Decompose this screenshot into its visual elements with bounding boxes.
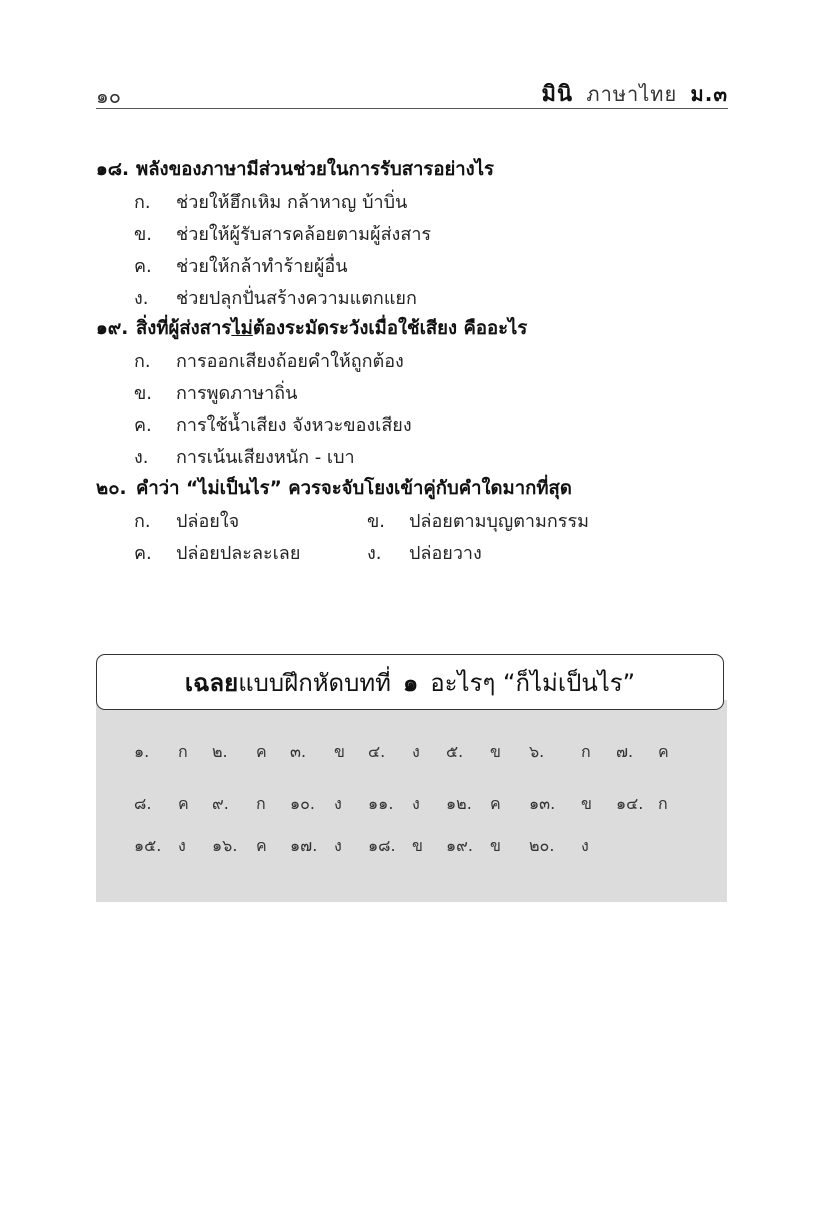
question-18-option-c: [134, 251, 348, 280]
option-text: ช่วยให้กล้าทำร้ายผู้อื่น: [176, 256, 348, 277]
option-label: ง.: [367, 543, 382, 564]
answer-item: [134, 740, 188, 765]
option-text: การใช้น้ำเสียง จังหวะของเสียง: [176, 415, 412, 436]
answer-choice: ง: [581, 836, 589, 855]
answer-number: ๑๐.: [290, 794, 316, 813]
answer-item: [290, 834, 342, 859]
answer-number: ๑๑.: [368, 794, 394, 813]
answer-item: [290, 740, 345, 765]
answer-choice: ข: [334, 742, 345, 761]
option-label: ก.: [134, 511, 151, 532]
answer-item: [446, 834, 501, 859]
question-number: ๒๐.: [96, 478, 127, 499]
question-18-option-d: [134, 283, 417, 312]
option-label: ง.: [134, 447, 149, 468]
answer-key-title-text: แบบฝึกหัดบทที่: [238, 668, 391, 697]
answer-item: [446, 792, 501, 817]
question-text: พลังของภาษามีส่วนช่วยในการรับสารอย่างไร: [136, 159, 494, 180]
question-20-option-d: [367, 538, 482, 567]
answer-choice: ค: [490, 794, 501, 813]
option-text: ช่วยปลุกปั่นสร้างความแตกแยก: [176, 288, 417, 309]
answer-choice: ข: [490, 742, 501, 761]
answer-number: ๑.: [134, 742, 150, 761]
answer-item: [616, 792, 668, 817]
answer-item: [212, 792, 266, 817]
answer-key-title-bold: เฉลย: [184, 668, 239, 697]
subject-name: ภาษาไทย: [586, 82, 678, 106]
option-text: ปล่อยวาง: [409, 543, 482, 564]
answer-number: ๕.: [446, 742, 464, 761]
question-number: ๑๙.: [96, 318, 129, 339]
answer-item: [529, 792, 592, 817]
answer-choice: ค: [256, 836, 267, 855]
answer-item: [134, 792, 189, 817]
answer-choice: ง: [412, 742, 420, 761]
question-18-option-a: [134, 187, 407, 216]
answer-number: ๑๓.: [529, 794, 556, 813]
page-header: [96, 72, 728, 109]
option-text: ปล่อยปละละเลย: [176, 543, 301, 564]
question-text-end: ต้องระมัดระวังเมื่อใช้เสียง คืออะไร: [252, 318, 528, 339]
answer-number: ๒๐.: [529, 836, 555, 855]
answer-item: [368, 740, 420, 765]
answer-choice: ง: [178, 836, 186, 855]
option-label: ก.: [134, 192, 151, 213]
answer-number: ๑๕.: [134, 836, 162, 855]
option-text: การออกเสียงถ้อยคำให้ถูกต้อง: [176, 351, 404, 372]
answer-number: ๒.: [212, 742, 228, 761]
answer-number: ๑๖.: [212, 836, 238, 855]
answer-choice: ง: [412, 794, 420, 813]
answer-choice: ข: [581, 794, 592, 813]
answer-choice: ก: [178, 742, 188, 761]
question-20: [96, 474, 572, 503]
series-title: [541, 76, 728, 111]
question-18: [96, 155, 494, 184]
question-19-option-c: [134, 410, 412, 439]
question-19-option-a: [134, 346, 404, 375]
answer-item: [446, 740, 501, 765]
answer-choice: ข: [412, 836, 423, 855]
question-18-option-b: [134, 219, 431, 248]
answer-item: [529, 834, 589, 859]
question-20-option-a: [134, 506, 239, 535]
answer-choice: ง: [334, 794, 342, 813]
answer-item: [368, 792, 420, 817]
answer-number: ๔.: [368, 742, 386, 761]
answer-choice: ง: [334, 836, 342, 855]
question-number: ๑๘.: [96, 159, 130, 180]
answer-number: ๓.: [290, 742, 307, 761]
answer-choice: ค: [256, 742, 267, 761]
question-20-option-c: [134, 538, 300, 567]
answer-item: [616, 740, 669, 765]
answer-number: ๗.: [616, 742, 634, 761]
answer-choice: ก: [658, 794, 668, 813]
question-text: คำว่า “ไม่เป็นไร” ควรจะจับโยงเข้าคู่กับคำใดมากที่สุด: [136, 478, 572, 499]
option-label: ข.: [134, 224, 153, 245]
option-label: ง.: [134, 288, 149, 309]
answer-item: [134, 834, 186, 859]
question-19: [96, 314, 527, 343]
answer-key-title-box: [96, 654, 724, 710]
option-label: ค.: [134, 256, 152, 277]
answer-choice: ก: [256, 794, 266, 813]
option-text: ปล่อยใจ: [176, 511, 240, 532]
option-text: การเน้นเสียงหนัก - เบา: [176, 447, 355, 468]
answer-key-chapter-number: ๑: [403, 668, 419, 697]
option-text: การพูดภาษาถิ่น: [176, 383, 298, 404]
answer-number: ๖.: [529, 742, 545, 761]
option-text: ช่วยให้ฮึกเหิม กล้าหาญ บ้าบิ่น: [176, 192, 408, 213]
answer-item: [212, 740, 267, 765]
answer-number: ๑๙.: [446, 836, 473, 855]
answer-number: ๘.: [134, 794, 152, 813]
option-label: ข.: [367, 511, 386, 532]
option-label: ก.: [134, 351, 151, 372]
option-text: ปล่อยตามบุญตามกรรม: [409, 511, 589, 532]
answer-item: [368, 834, 423, 859]
option-label: ค.: [134, 543, 152, 564]
answer-key-title: [185, 663, 635, 702]
answer-number: ๙.: [212, 794, 229, 813]
answer-choice: ค: [658, 742, 669, 761]
question-text-start: สิ่งที่ผู้ส่งสาร: [136, 318, 232, 339]
answer-choice: ค: [178, 794, 189, 813]
answer-number: ๑๗.: [290, 836, 318, 855]
option-text: ช่วยให้ผู้รับสารคล้อยตามผู้ส่งสาร: [176, 224, 432, 245]
answer-choice: ข: [490, 836, 501, 855]
answer-number: ๑๔.: [616, 794, 644, 813]
answer-item: [212, 834, 267, 859]
answer-item: [529, 740, 591, 765]
series-logo: มินิ: [541, 82, 574, 107]
option-label: ค.: [134, 415, 152, 436]
answer-key-topic: อะไรๆ “ก็ไม่เป็นไร”: [430, 668, 636, 697]
question-19-option-d: [134, 442, 355, 471]
question-20-option-b: [367, 506, 589, 535]
grade-level: ม.๓: [690, 82, 728, 106]
answer-choice: ก: [581, 742, 591, 761]
question-text-underlined: ไม่: [231, 318, 253, 339]
question-19-option-b: [134, 378, 297, 407]
option-label: ข.: [134, 383, 153, 404]
answer-number: ๑๘.: [368, 836, 396, 855]
answer-number: ๑๒.: [446, 794, 472, 813]
answer-item: [290, 792, 342, 817]
page-number: ๑๐: [96, 84, 121, 108]
